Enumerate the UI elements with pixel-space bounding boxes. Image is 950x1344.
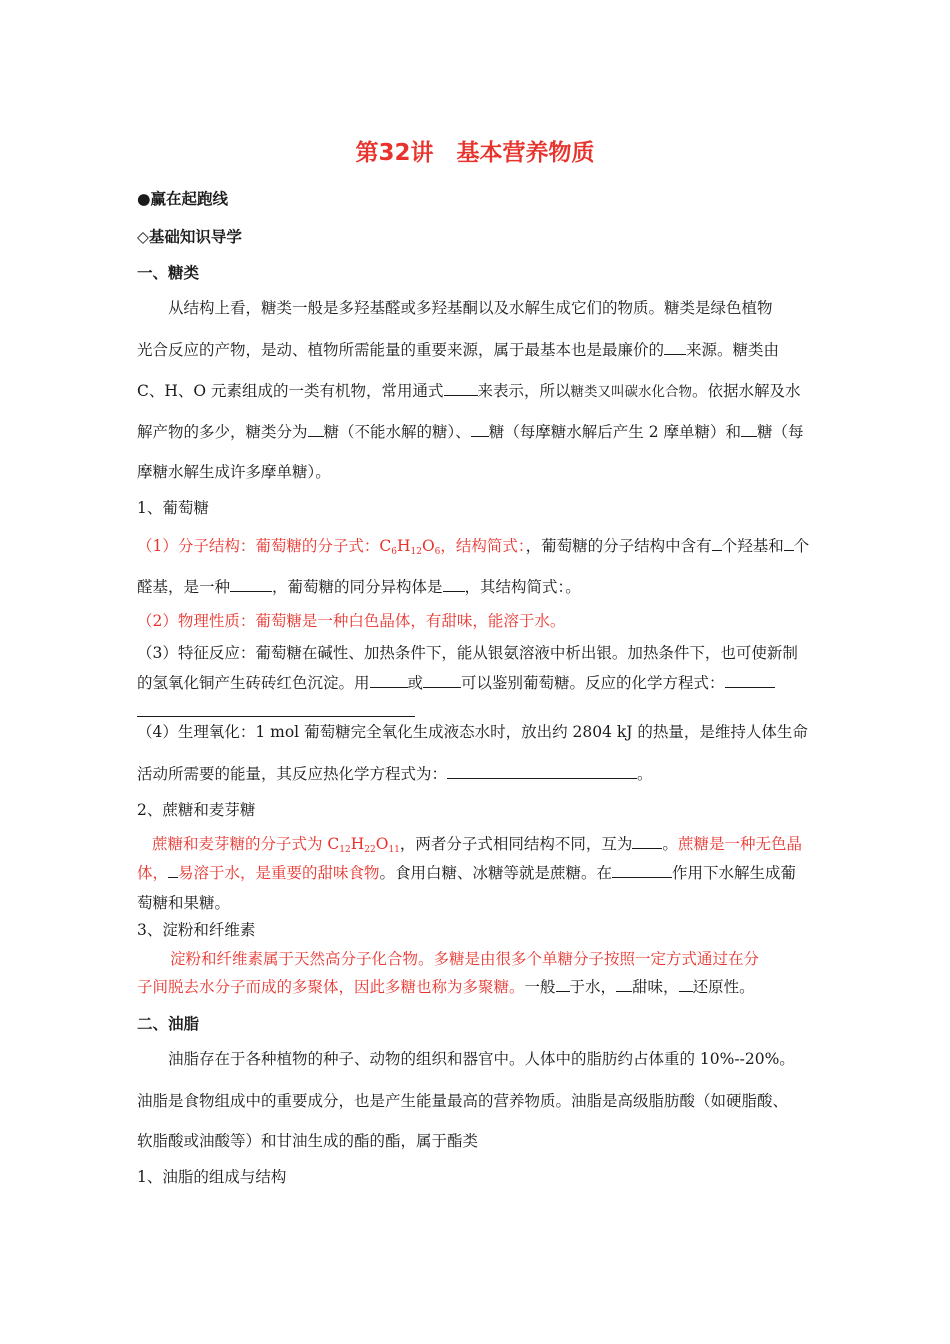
subsection-sucrose: 2、蔗糖和麦芽糖 [137,801,256,819]
fill-blank [679,977,693,992]
fill-blank [168,863,178,878]
fill-blank [632,834,662,849]
heading-basic: ◇基础知识导学 [137,228,242,246]
paragraph-line: 的氢氧化铜产生砖砖红色沉淀。用 或 可以鉴别葡萄糖。反应的化学方程式： [137,673,775,693]
paragraph-line: 油脂存在于各种植物的种子、动物的组织和器官中。人体中的脂肪约占体重的 10%--20%。 [168,1050,795,1068]
fill-blank [308,422,324,437]
paragraph-line: 软脂酸或油酸等）和甘油生成的酯的酯，属于酯类 [137,1132,479,1150]
subsection-glucose: 1、葡萄糖 [137,499,209,517]
paragraph-line: （3）特征反应：葡萄糖在碱性、加热条件下，能从银氨溶液中析出银。加热条件下，也可使新制 [137,644,798,662]
fill-blank [612,863,672,878]
paragraph-line: 子间脱去水分子而成的多聚体，因此多糖也称为多聚糖。一般 于水， 甜味， 还原性。 [137,978,755,996]
paragraph-line: 萄糖和果糖。 [137,894,231,912]
paragraph-line: 醛基，是一种 ，葡萄糖的同分异构体是 ，其结构简式：。 [137,578,581,596]
paragraph-line: 蔗糖和麦芽糖的分子式为 $C_{12}H_{22}O_{11}$，两者分子式相同结构不同，互为 。蔗糖是一种无色晶 [152,835,802,855]
fill-blank [712,536,722,551]
subsection-starch: 3、淀粉和纤维素 [137,921,256,939]
fill-blank [784,536,794,551]
section-sugars: 一、糖类 [137,264,200,282]
paragraph-line: 解产物的多少，糖类分为 糖（不能水解的糖）、 糖（每摩糖水解后产生 2 摩单糖）和 糖（每 [137,423,804,441]
section-fats: 二、油脂 [137,1015,200,1033]
paragraph-line: 淀粉和纤维素属于天然高分子化合物。多糖是由很多个单糖分子按照一定方式通过在分 [170,950,760,968]
paragraph-line: 活动所需要的能量，其反应热化学方程式为： 。 [137,765,653,783]
paragraph-line: 光合反应的产物，是动、植物所需能量的重要来源，属于最基本也是最廉价的 来源。糖类由 [137,341,780,359]
fill-blank [444,381,478,396]
fill-blank [725,673,775,688]
fill-blank [370,673,408,688]
paragraph-line: 体， 易溶于水，是重要的甜味食物。食用白糖、冰糖等就是蔗糖。在 作用下水解生成葡 [137,864,797,882]
paragraph-line: 摩糖水解生成许多摩单糖）。 [137,463,331,481]
fill-blank [471,422,489,437]
paragraph-line: C、H、O 元素组成的一类有机物，常用通式 来表示，所以糖类又叫碳水化合物。依据水解及水 [137,382,801,400]
paragraph-line: 从结构上看，糖类一般是多羟基醛或多羟基酮以及水解生成它们的物质。糖类是绿色植物 [168,299,773,317]
fill-blank [447,764,637,779]
fill-blank [616,977,632,992]
fill-blank [556,977,570,992]
subsection-fat-structure: 1、油脂的组成与结构 [137,1168,287,1186]
fill-blank [741,422,757,437]
fill-blank [664,340,686,355]
answer-line [137,716,415,717]
heading-start: ●赢在起跑线 [137,190,229,208]
fill-blank [423,673,461,688]
paragraph-line: （4）生理氧化：1 mol 葡萄糖完全氧化生成液态水时，放出约 2804 kJ 的热量，是维持人体生命 [137,723,808,741]
page-title: 第32讲 基本营养物质 [355,140,595,166]
paragraph-line: （1）分子结构：葡萄糖的分子式：$C_6H_{12}O_6$，结构简式：，葡萄糖的分子结构中含有 个羟基和 个 [137,537,810,557]
paragraph-line: （2）物理性质：葡萄糖是一种白色晶体，有甜味，能溶于水。 [137,612,566,630]
fill-blank [230,577,272,592]
paragraph-line: 油脂是食物组成中的重要成分，也是产生能量最高的营养物质。油脂是高级脂肪酸（如硬脂酸、 [137,1092,789,1110]
fill-blank [443,577,465,592]
